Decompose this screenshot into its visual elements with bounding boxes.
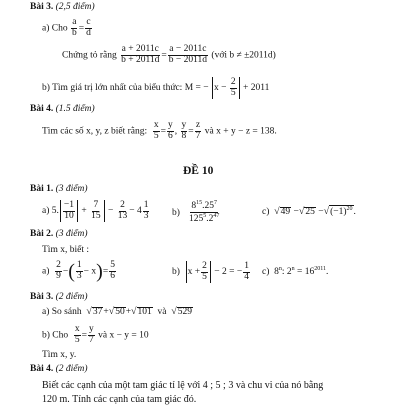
p4-heading: Bài 4. (2 điểm) xyxy=(30,364,88,374)
b4-heading: Bài 4. (1.5 điểm) xyxy=(30,104,95,114)
p2-b: b) x + $\frac{2}{5}$ − 2 = − $\frac{1}{4}$ xyxy=(172,260,249,282)
b3-heading: Bài 3. (2,5 điểm) xyxy=(30,2,95,12)
p1-c: c) $√49 -√25 -√(-1)^{20}$. xyxy=(262,206,356,218)
p2-heading: Bài 2. (3 điểm) xyxy=(30,229,88,239)
b3-prove-line: Chứng tỏ rằng $\frac{a + 2011c}{b + 2011d}$ = $\frac{a - 2011c}{b - 2011d}$ (với b ≠ ±2011d) xyxy=(62,44,276,65)
p1-b: b) $\frac{8^{15}.25^7}{125^5.2^{47}}$ xyxy=(172,200,220,225)
p3-b: b) Cho $\frac{x}{5}$ = $\frac{y}{7}$ và x − y = 10 xyxy=(42,324,149,345)
p3-a: a) So sánh √37+√50+√101 và √529 xyxy=(42,306,193,317)
b3-a-line: a) Cho $\frac{a}{b}$ = $\frac{c}{d}$ xyxy=(42,17,91,38)
p4-text-1: Biết các cạnh của một tam giác tỉ lệ với 4 ; 5 ; 3 và chu vi của nó bằng xyxy=(42,380,324,391)
p2-sub: Tìm x, biết : xyxy=(42,245,89,255)
p2-a: a) $\frac{2}{9}$ −( $\frac{1}{3}$ − x)= $\frac{5}{6}$ xyxy=(42,260,115,283)
fraction-c-d: $\frac{c}{d}$ xyxy=(86,17,91,38)
exam-title: ĐỀ 10 xyxy=(183,165,214,177)
p2-c: c) 8$^n$: $2^n = 16^{2011}$. xyxy=(262,266,329,278)
b3-b-line: b) Tìm giá trị lớn nhất của biểu thức: M = − x − $\frac{2}{5}$ + 2011 xyxy=(42,76,270,98)
p4-text-2: 120 m. Tính các cạnh của tam giác đó. xyxy=(42,394,197,405)
b4-line: Tìm các số x, y, z biết rằng: $\frac{x}{5}$ = $\frac{y}{6}$ , $\frac{y}{8}$ = $\frac{z}{7}$ và x + y − z = 138. xyxy=(42,120,277,141)
p1-heading: Bài 1. (3 điểm) xyxy=(30,184,88,194)
p3-find: Tìm x, y. xyxy=(42,350,77,360)
fraction-a-b: $\frac{a}{b}$ xyxy=(71,17,77,38)
p3-heading: Bài 3. (2 điểm) xyxy=(30,292,88,302)
p1-line: a) 5. $\frac{-1}{10}$ + $\frac{7}{15}$ − $\frac{2}{13}$ − 4 $\frac{1}{3}$ xyxy=(42,199,149,221)
